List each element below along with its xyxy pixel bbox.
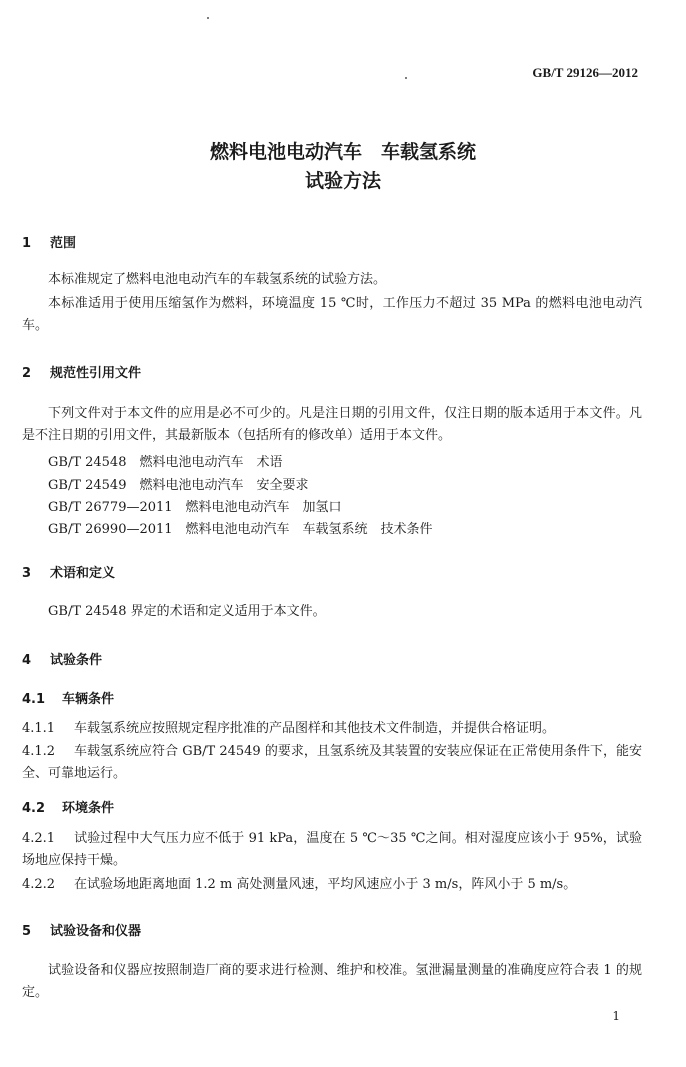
clause-text: 在试验场地距离地面 1.2 m 高处测量风速，平均风速应小于 3 m/s，阵风小于 5 m/s。 — [74, 877, 577, 892]
section-4-heading — [22, 649, 102, 668]
section-title: 术语和定义 — [50, 566, 116, 581]
subsection-title: 车辆条件 — [62, 692, 115, 707]
reference-item: GB/T 24548 燃料电池电动汽车 术语 — [48, 455, 283, 470]
subsection-title: 环境条件 — [62, 801, 115, 816]
clause-text: 车载氢系统应按照规定程序批准的产品图样和其他技术文件制造，并提供合格证明。 — [74, 721, 556, 736]
scan-speck — [207, 17, 209, 19]
clause-number: 4.2.2 — [22, 877, 56, 892]
section-title: 范围 — [50, 236, 77, 251]
section-3-heading — [22, 562, 115, 581]
subsection-4-1-heading — [22, 688, 114, 707]
section-title: 试验设备和仪器 — [50, 924, 142, 939]
section-5-paragraph-1: 试验设备和仪器应按照制造厂商的要求进行检测、维护和校准。氢泄漏量测量的准确度应符合表 1 的规定。 — [22, 963, 642, 1000]
reference-item: GB/T 26990—2011 燃料电池电动汽车 车载氢系统 技术条件 — [48, 522, 433, 537]
clause-number: 4.2.1 — [22, 831, 56, 846]
section-1-heading — [22, 232, 76, 251]
clause-text: 试验过程中大气压力应不低于 91 kPa，温度在 5 ℃～35 ℃之间。相对湿度应该小于 95%，试验场地应保持干燥。 — [22, 831, 642, 868]
clause-4-1-2 — [22, 741, 642, 785]
section-5-heading — [22, 920, 141, 939]
section-3-paragraph-1: GB/T 24548 界定的术语和定义适用于本文件。 — [48, 604, 326, 619]
section-number: 5 — [22, 924, 32, 939]
section-1-paragraph-2: 本标准适用于使用压缩氢作为燃料，环境温度 15 ℃时，工作压力不超过 35 MPa 的燃料电池电动汽车。 — [22, 296, 642, 333]
section-1-paragraph-1: 本标准规定了燃料电池电动汽车的车载氢系统的试验方法。 — [48, 272, 387, 287]
clause-4-2-2 — [22, 874, 642, 896]
section-title: 试验条件 — [50, 653, 103, 668]
scan-speck — [405, 77, 407, 79]
clause-text: 车载氢系统应符合 GB/T 24549 的要求，且氢系统及其装置的安装应保证在正常使用条件下，能安全、可靠地运行。 — [22, 744, 642, 781]
clause-number: 4.1.2 — [22, 744, 56, 759]
subsection-number: 4.1 — [22, 692, 46, 707]
clause-4-2-1 — [22, 828, 642, 872]
clause-4-1-1 — [22, 718, 642, 740]
section-number: 1 — [22, 236, 32, 251]
section-title: 规范性引用文件 — [50, 366, 142, 381]
page-number: 1 — [612, 1009, 620, 1023]
document-code: GB/T 29126—2012 — [532, 65, 638, 80]
subsection-4-2-heading — [22, 797, 114, 816]
subsection-number: 4.2 — [22, 801, 46, 816]
reference-item: GB/T 26779—2011 燃料电池电动汽车 加氢口 — [48, 500, 342, 515]
section-2-paragraph-1: 下列文件对于本文件的应用是必不可少的。凡是注日期的引用文件，仅注日期的版本适用于本文件。凡是不注日期的引用文件，其最新版本（包括所有的修改单）适用于本文件。 — [22, 406, 642, 443]
section-2-heading — [22, 362, 141, 381]
section-number: 2 — [22, 366, 32, 381]
reference-item: GB/T 24549 燃料电池电动汽车 安全要求 — [48, 478, 309, 493]
section-number: 3 — [22, 566, 32, 581]
document-title-line-2: 试验方法 — [304, 170, 381, 192]
section-number: 4 — [22, 653, 32, 668]
document-title-line-1: 燃料电池电动汽车 车载氢系统 — [209, 141, 476, 163]
clause-number: 4.1.1 — [22, 721, 56, 736]
